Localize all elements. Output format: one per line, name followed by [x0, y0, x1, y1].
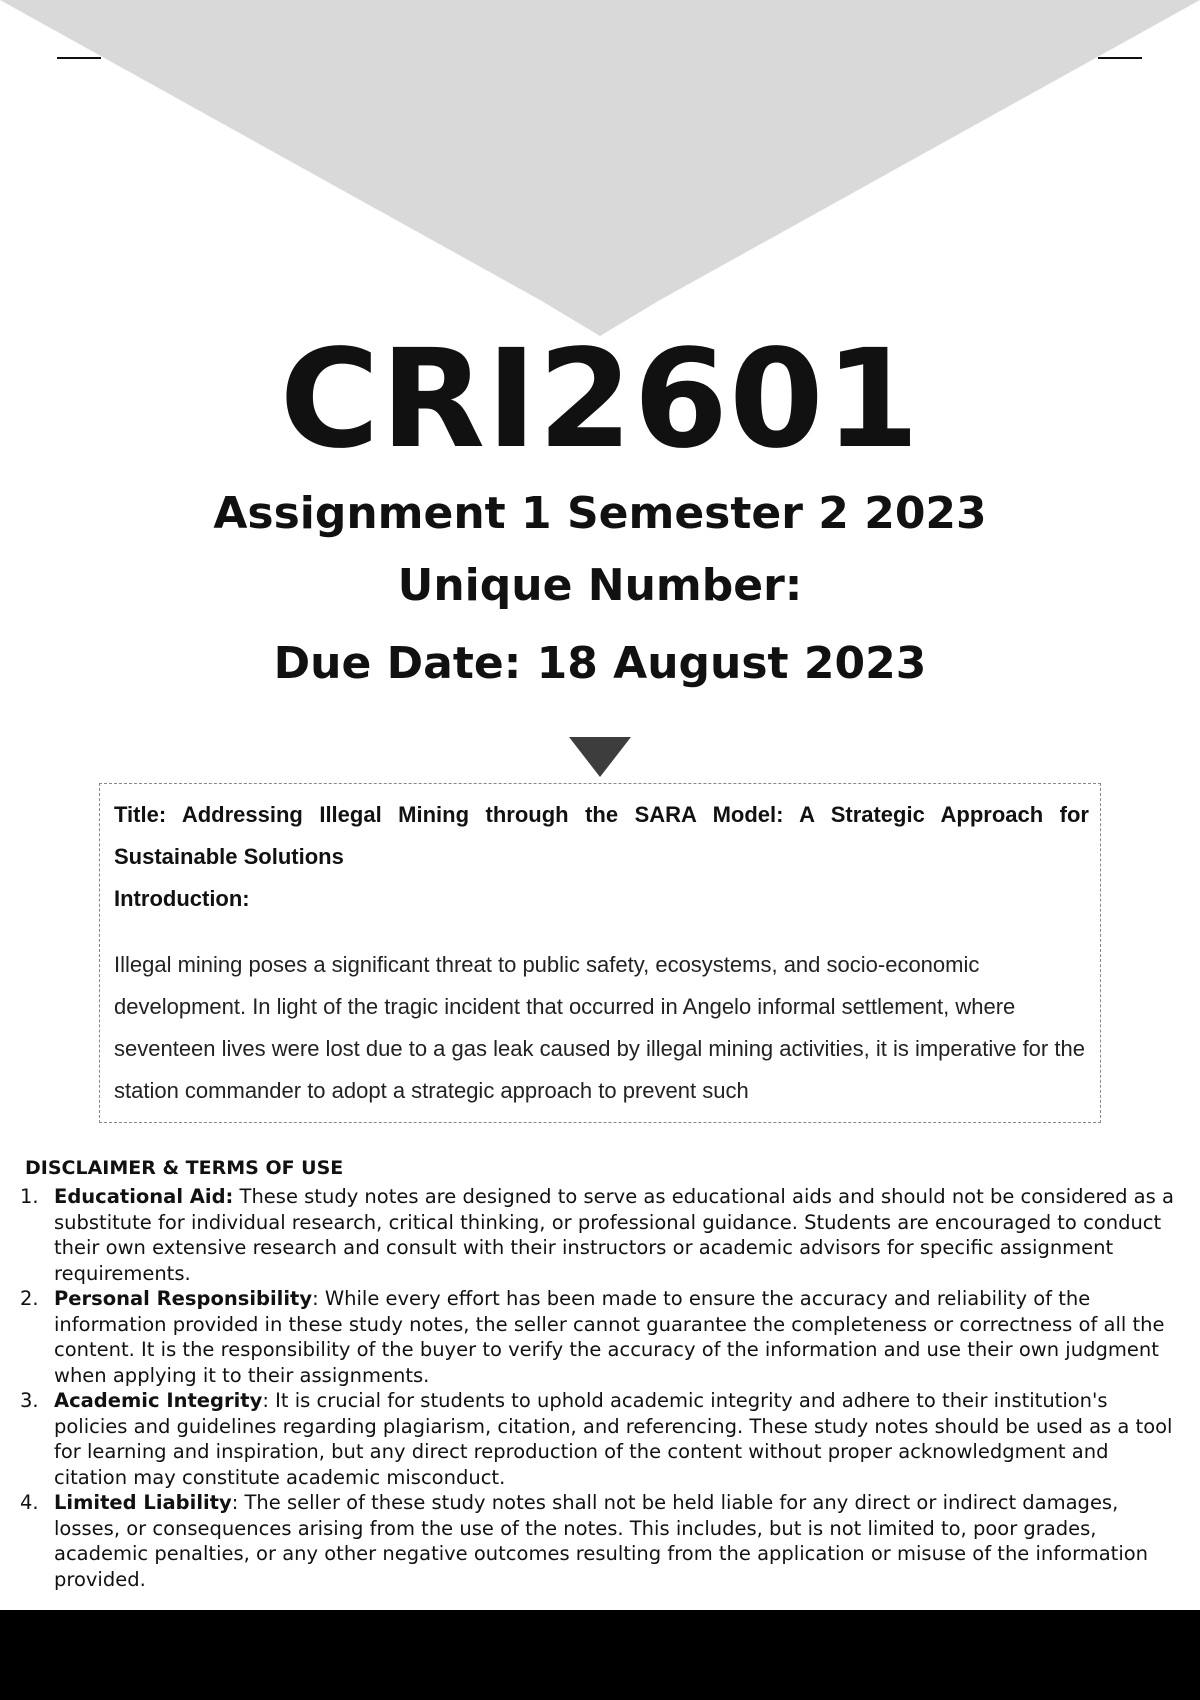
bottom-bar	[0, 1610, 1200, 1700]
corner-line-right	[1098, 57, 1142, 59]
preview-excerpt-box	[99, 783, 1101, 1123]
disclaimer-item	[16, 1286, 1186, 1388]
preview-body-text: Illegal mining poses a significant threat to public safety, ecosystems, and socio-economic development. In light of the tragic incident that occurred in Angelo informal settlement, where seventeen lives were lost due to a gas leak caused by illegal mining activities, it is imperative for the station commander to adopt a strategic approach to prevent such	[114, 952, 1085, 1103]
due-date-line: Due Date: 18 August 2023	[273, 638, 927, 689]
item-number: 3.	[20, 1389, 39, 1412]
item-title: Limited Liability	[54, 1491, 232, 1514]
disclaimer-list	[16, 1184, 1186, 1592]
item-title: Academic Integrity	[54, 1389, 263, 1412]
item-text: : The seller of these study notes shall not be held liable for any direct or indirect damages, losses, or consequences arising from the use of the notes. This includes, but is not limited to, poor grades, academic penalties, or any other negative outcomes resulting from the application or misuse of the information provided.	[54, 1491, 1149, 1591]
item-text: These study notes are designed to serve as educational aids and should not be considered as a substitute for individual research, critical thinking, or professional guidance. Students are encouraged to conduct their own extensive research and consult with their instructors or academic advisors for specific assignment requirements.	[54, 1185, 1174, 1285]
unique-number-line: Unique Number:	[397, 560, 803, 611]
item-text: : While every effort has been made to ensure the accuracy and reliability of the information provided in these study notes, the seller cannot guarantee the completeness or correctness of all the content. It is the responsibility of the buyer to verify the accuracy of the information and use their own judgment when applying it to their assignments.	[54, 1287, 1165, 1387]
item-text: : It is crucial for students to uphold academic integrity and adhere to their institution's policies and guidelines regarding plagiarism, citation, and referencing. These study notes should be used as a tool for learning and inspiration, but any direct reproduction of the content without proper acknowledgment and citation may constitute academic misconduct.	[54, 1389, 1173, 1489]
item-number: 2.	[20, 1287, 39, 1310]
assignment-line: Assignment 1 Semester 2 2023	[213, 488, 987, 539]
course-code: CRI2601	[279, 321, 921, 479]
disclaimer-item	[16, 1388, 1186, 1490]
preview-intro-heading: Introduction:	[114, 886, 250, 911]
disclaimer-item	[16, 1184, 1186, 1286]
corner-line-left	[57, 57, 101, 59]
item-number: 4.	[20, 1491, 39, 1514]
item-title: Personal Responsibility	[54, 1287, 313, 1310]
top-chevron-banner	[0, 0, 1200, 340]
disclaimer-heading: DISCLAIMER & TERMS OF USE	[25, 1157, 344, 1179]
down-arrow-icon	[569, 737, 631, 777]
disclaimer-item	[16, 1490, 1186, 1592]
item-title: Educational Aid:	[54, 1185, 234, 1208]
item-number: 1.	[20, 1185, 39, 1208]
preview-title: Title: Addressing Illegal Mining through the SARA Model: A Strategic Approach for Sustainable Solutions	[114, 802, 1089, 869]
